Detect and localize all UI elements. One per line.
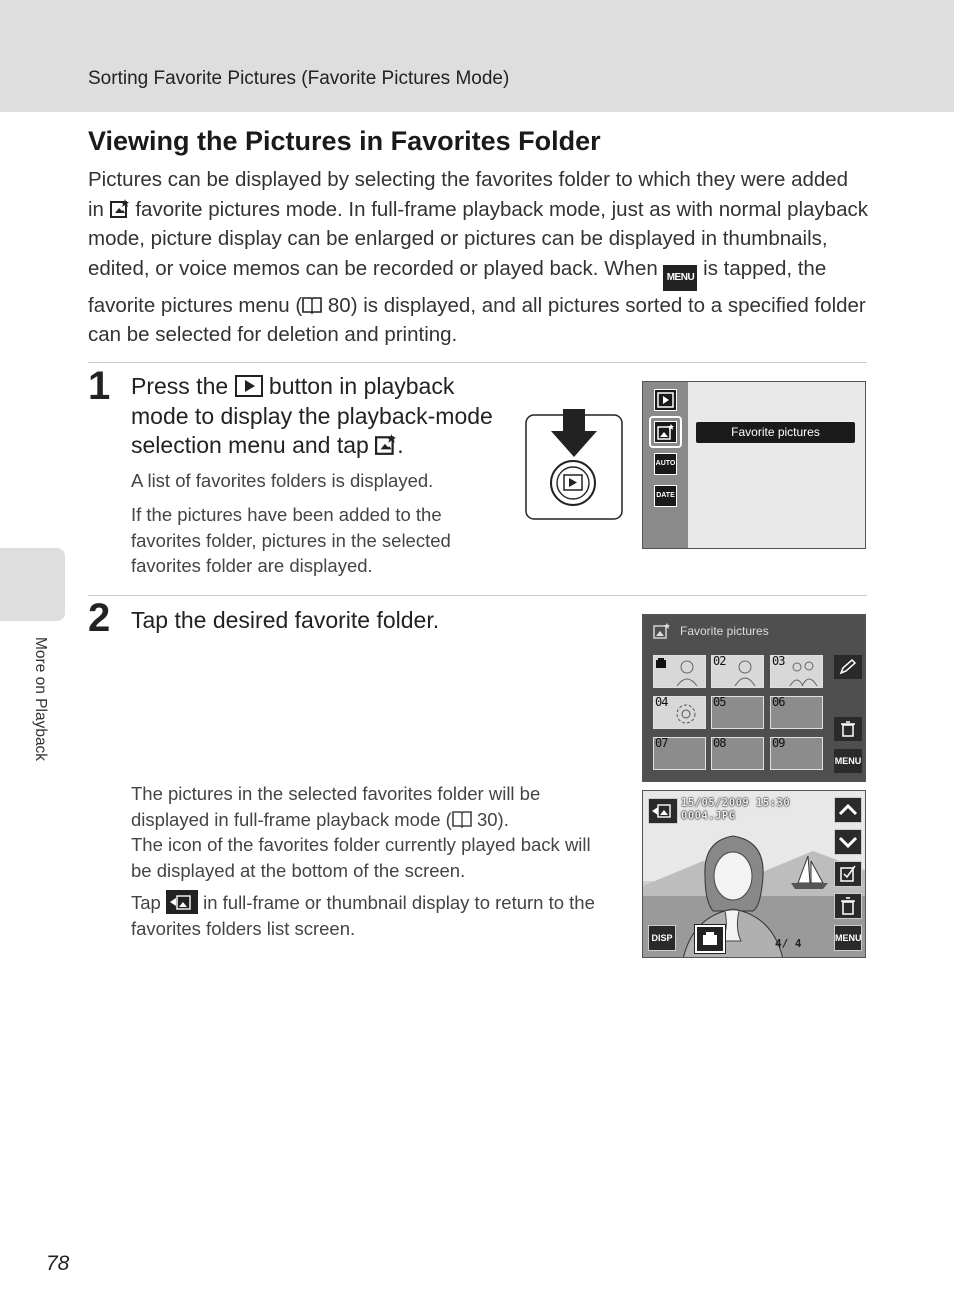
folder-thumbnail-02[interactable] xyxy=(711,655,764,688)
menu-button[interactable]: MENU xyxy=(834,749,862,773)
step-heading-text: button in playback mode to display the playback-mode selection menu and tap xyxy=(131,373,493,458)
edit-check-icon xyxy=(835,862,861,886)
edit-folder-button[interactable] xyxy=(834,655,862,679)
step-number: 2 xyxy=(88,596,111,640)
folder-thumbnail-05[interactable] xyxy=(711,696,764,729)
divider xyxy=(88,595,867,596)
folder-thumbnail-03[interactable] xyxy=(770,655,823,688)
running-head: Sorting Favorite Pictures (Favorite Pictures Mode) xyxy=(88,68,510,89)
thumbnail-number: 05 xyxy=(713,695,726,709)
step-text xyxy=(131,890,611,941)
favorite-pictures-icon xyxy=(653,623,671,639)
folder-icon xyxy=(697,927,723,951)
thumbnail-number: 02 xyxy=(713,654,726,668)
back-to-folder-list-button[interactable] xyxy=(648,798,678,824)
step-text: If the pictures have been added to the favorites folder, pictures in the selected favorites folder are displayed. xyxy=(131,504,451,576)
favorite-pictures-icon xyxy=(655,422,676,442)
family-sketch-icon xyxy=(787,658,821,686)
chevron-up-icon xyxy=(835,798,861,822)
delete-button[interactable] xyxy=(834,893,862,919)
frame-counter: 4/ 4 xyxy=(775,937,802,950)
step-heading xyxy=(131,372,516,461)
intro-text: Pictures can be displayed by selecting the favorites folder to which they were added in xyxy=(88,168,849,221)
folder-thumbnail-09[interactable] xyxy=(770,737,823,770)
delete-folder-button[interactable] xyxy=(834,717,862,741)
thumbnail-number: 09 xyxy=(772,736,785,750)
full-frame-playback-screen xyxy=(642,790,866,958)
flower-sketch-icon xyxy=(670,701,702,727)
folder-thumbnail-01[interactable] xyxy=(653,655,706,688)
thumbnail-number: 03 xyxy=(772,654,785,668)
step-heading-text: . xyxy=(397,432,404,458)
person-sketch-icon xyxy=(730,658,760,686)
step-text: A list of favorites folders is displayed. xyxy=(131,470,434,491)
date-text: 15/05/2009 15:30 xyxy=(681,797,791,809)
intro-text: 80) is displayed, and all pictures sorted to a specified folder can be selected for deletion and printing. xyxy=(88,293,866,346)
playback-mode-button[interactable] xyxy=(654,389,677,411)
step-text-part: in full-frame or thumbnail display to return to the favorites folders list screen. xyxy=(131,892,595,939)
scroll-up-button[interactable] xyxy=(834,797,862,823)
thumbnail-number: 07 xyxy=(655,736,668,750)
pencil-icon xyxy=(838,658,858,676)
menu-button[interactable]: MENU xyxy=(834,925,862,951)
header-band xyxy=(0,0,954,112)
edit-button[interactable] xyxy=(834,861,862,887)
auto-sort-mode-button[interactable]: AUTO xyxy=(654,453,677,475)
step-text-part: Tap xyxy=(131,892,166,913)
thumbnail-number: 06 xyxy=(772,695,785,709)
trash-icon xyxy=(839,720,857,738)
intro-paragraph xyxy=(88,165,868,350)
chapter-tab xyxy=(0,548,65,621)
step-number: 1 xyxy=(88,364,111,408)
current-folder-indicator xyxy=(695,925,725,953)
folder-thumbnail-06[interactable] xyxy=(770,696,823,729)
playback-button-illustration xyxy=(525,409,623,521)
trash-icon xyxy=(835,894,861,918)
person-sketch-icon xyxy=(672,658,702,686)
step-heading: Tap the desired favorite folder. xyxy=(131,607,440,633)
menu-icon: MENU xyxy=(663,265,697,291)
thumbnail-number: 08 xyxy=(713,736,726,750)
mode-label: Favorite pictures xyxy=(696,422,855,443)
favorite-pictures-icon xyxy=(110,199,130,219)
favorite-pictures-mode-button[interactable] xyxy=(654,421,677,443)
capture-date xyxy=(681,797,790,823)
list-by-date-mode-button[interactable]: DATE xyxy=(654,485,677,507)
favorite-return-icon xyxy=(166,890,198,914)
folder-thumbnail-07[interactable] xyxy=(653,737,706,770)
step-text: The icon of the favorites folder currently played back will be displayed at the bottom of the screen. xyxy=(131,834,591,881)
thumbnail-number: 04 xyxy=(655,695,668,709)
section-title: Viewing the Pictures in Favorites Folder xyxy=(88,126,601,156)
step-heading-text: Press the xyxy=(131,373,235,399)
chevron-down-icon xyxy=(835,830,861,854)
playback-icon xyxy=(655,390,676,410)
page-number: 78 xyxy=(46,1252,70,1275)
list-title: Favorite pictures xyxy=(680,624,769,638)
favorites-folder-list-screen xyxy=(642,614,866,782)
folder-icon xyxy=(655,657,667,669)
favorite-pictures-icon xyxy=(375,434,397,456)
step-text-part: 30). xyxy=(471,808,509,830)
file-name: 0004.JPG xyxy=(681,810,736,822)
intro-text: favorite pictures mode. In full-frame playback mode, just as with normal playback mode, picture display can be enlarged or pictures can be displayed in thumbnails, edited, or voice memos can be recorded or played back. When xyxy=(88,197,868,280)
playback-mode-menu-screen xyxy=(642,381,866,549)
divider xyxy=(88,362,867,363)
disp-button[interactable]: DISP xyxy=(648,925,676,951)
book-icon xyxy=(302,296,322,314)
step-text xyxy=(131,781,611,832)
folder-thumbnail-08[interactable] xyxy=(711,737,764,770)
folder-thumbnail-04[interactable] xyxy=(653,696,706,729)
scroll-down-button[interactable] xyxy=(834,829,862,855)
book-icon xyxy=(452,810,472,828)
intro-text: is tapped, the favorite pictures menu ( xyxy=(88,256,827,317)
chapter-label: More on Playback xyxy=(32,637,49,762)
favorite-return-icon xyxy=(649,799,677,823)
step-text-part: The pictures in the selected favorites folder will be displayed in full-frame playback mode ( xyxy=(131,783,541,830)
playback-icon xyxy=(235,375,263,397)
